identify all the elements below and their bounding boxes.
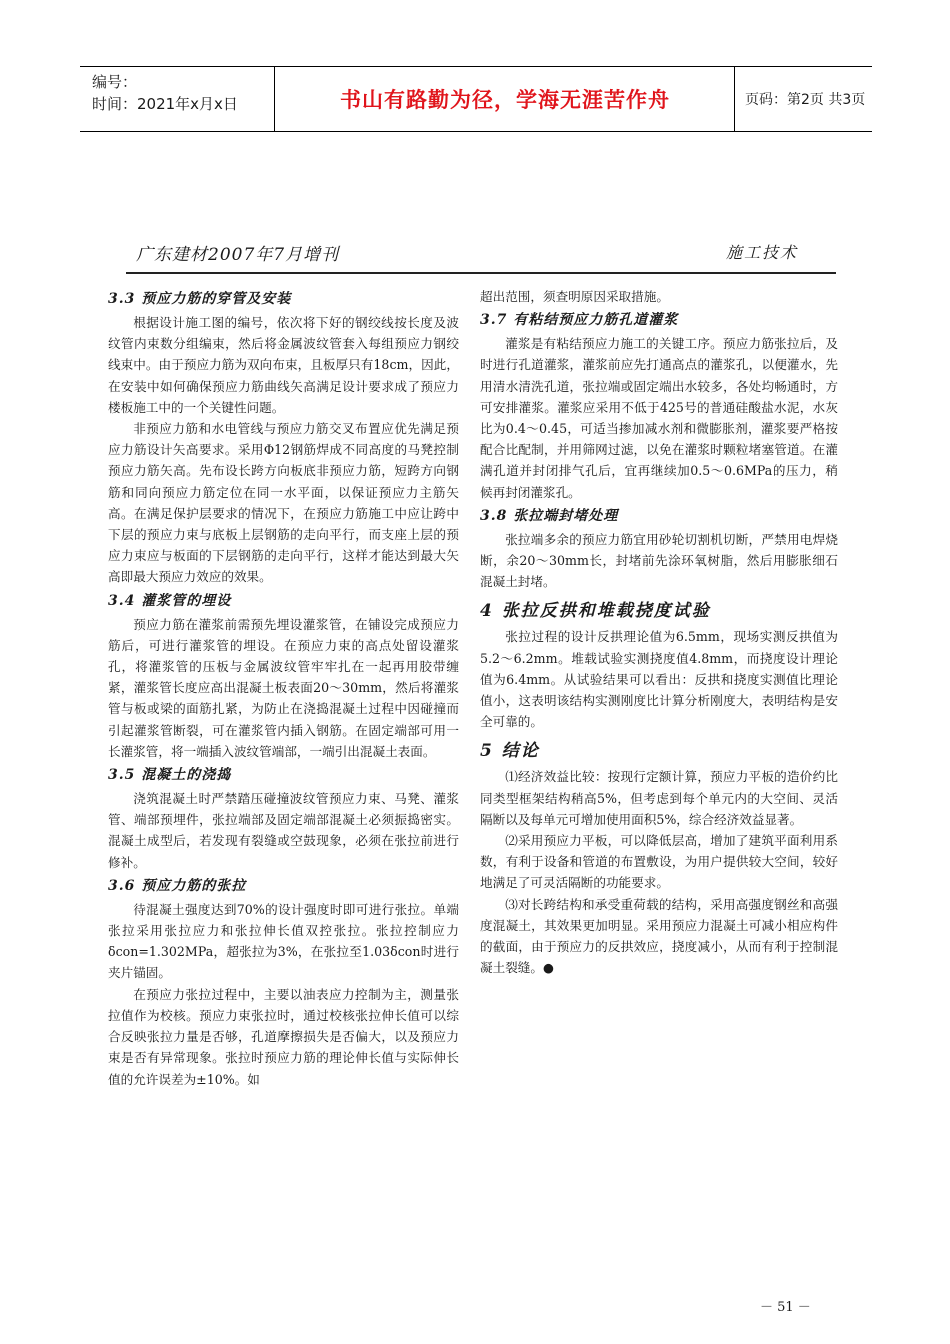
- section-title: 3.4 灌浆管的埋设: [108, 592, 232, 609]
- section-title: 3.5 混凝土的浇捣: [108, 767, 232, 784]
- paragraph: ⑴经济效益比较：按现行定额计算，预应力平板的造价约比同类型框架结构稍高5%，但考虑到每个单元内的大空间、灵活隔断以及每单元可增加使用面积5%，综合经济效益显著。: [480, 769, 838, 827]
- paragraph: 灌浆是有粘结预应力施工的关键工序。预应力筋张拉后，及时进行孔道灌浆，灌浆前应先打通高点的灌浆孔，以便灌水，先用清水清洗孔道，张拉端或固定端出水较多，各处均畅通时，方可安排灌浆。灌浆应采用不低于425号的普通硅酸盐水泥，水灰比为0.4～0.45，可适当掺加减水剂和微膨胀剂，灌浆要严格按配合比配制，并用筛网过滤，以免在灌浆时颗粒堵塞管道。在灌满孔道并封闭排气孔后，宜再继续加0.5～0.6MPa的压力，稍候再封闭灌浆孔。: [480, 336, 838, 500]
- header-page-info: 页码：第2页 共3页: [745, 92, 866, 108]
- paragraph: 预应力筋在灌浆前需预先埋设灌浆管，在铺设完成预应力筋后，可进行灌浆管的埋设。在预应力束的高点处留设灌浆孔，将灌浆管的压板与金属波纹管牢牢扎在一起再用胶带缠紧，灌浆管长度应高出混凝土板表面20～30mm，然后将灌浆管与板或梁的面筋扎紧，为防止在浇捣混凝土过程中因碰撞而引起灌浆管断裂，可在灌浆管内插入钢筋。在固定端部可用一长灌浆管，将一端插入波纹管端部，一端引出混凝土表面。: [108, 616, 459, 759]
- section-title: 4 张拉反拱和堆载挠度试验: [480, 601, 711, 622]
- paragraph: 根据设计施工图的编号，依次将下好的钢绞线按长度及波纹管内束数分组编束，然后将金属波纹管套入每组预应力钢绞线束中。由于预应力筋为双向布束，且板厚只有18cm，因此，在安装中如何确保预应力筋曲线矢高满足设计要求成了预应力楼板施工中的一个关键性问题。: [108, 315, 459, 415]
- header-meta: [80, 67, 275, 131]
- paragraph: 张拉过程的设计反拱理论值为6.5mm，现场实测反拱值为5.2～6.2mm。堆载试验实测挠度值4.8mm，而挠度设计理论值为6.4mm。从试验结果可以看出：反拱和挠度实测值比理论值小，这表明该结构实测刚度比计算分析刚度大，表明结构是安全可靠的。: [480, 629, 838, 730]
- section-title: 3.3 预应力筋的穿管及安装: [108, 291, 292, 307]
- document-time-label: 时间：2021年x月x日: [92, 95, 238, 113]
- paragraph: 非预应力筋和水电管线与预应力筋交叉布置应优先满足预应力筋设计矢高要求。采用Φ12钢筋焊成不同高度的马凳控制预应力筋矢高。先布设长跨方向板底非预应力筋，短跨方向钢筋和同向预应力筋定位在同一水平面，以保证预应力主筋矢高。在满足保护层要求的情况下，在预应力筋施工中应让跨中下层的预应力束与底板上层钢筋的走向平行，而支座上层的预应力束应与板面的下层钢筋的走向平行，这样才能达到最大矢高即最大预应力效应的效果。: [108, 421, 459, 585]
- document-header: [80, 66, 872, 132]
- paragraph: ⑵采用预应力平板，可以降低层高，增加了建筑平面利用系数，有利于设备和管道的布置敷设，为用户提供较大空间，较好地满足了可灵活隔断的功能要求。: [480, 833, 838, 891]
- section-title: 3.8 张拉端封堵处理: [480, 507, 619, 524]
- journal-column: 施工技术: [725, 243, 798, 262]
- paragraph: 张拉端多余的预应力筋宜用砂轮切割机切断，严禁用电焊烧断，余20～30mm长，封堵前先涂环氧树脂，然后用膨胀细石混凝土封堵。: [480, 531, 838, 590]
- paragraph: 待混凝土强度达到70%的设计强度时即可进行张拉。单端张拉采用张拉应力和张拉伸长值双控张拉。张拉控制应力 δcon=1.302MPa，超张拉为3%，在张拉至1.03δcon时进行夹片锚固。: [108, 901, 459, 981]
- paragraph-continuation: 超出范围，须查明原因采取措施。: [480, 289, 669, 304]
- paragraph: ⑶对长跨结构和承受重荷载的结构，采用高强度钢丝和高强度混凝土，其效果更加明显。采用预应力混凝土可减小相应构件的截面，由于预应力的反拱效应，挠度减小，从而有利于控制混凝土裂缝。●: [480, 896, 838, 976]
- section-title: 5 结论: [480, 741, 540, 762]
- paragraph: 在预应力张拉过程中，主要以油表应力控制为主，测量张拉值作为校核。预应力束张拉时，通过校核张拉伸长值可以综合反映张拉力量是否够，孔道摩擦损失是否偏大，以及预应力束是否有异常现象。张拉时预应力筋的理论伸长值与实际伸长值的允许误差为±10%。如: [108, 986, 459, 1087]
- right-column: [480, 286, 838, 978]
- section-title: 3.6 预应力筋的张拉: [108, 877, 247, 894]
- header-motto: 书山有路勤为径，学海无涯苦作舟: [340, 88, 670, 112]
- section-title: 3.7 有粘结预应力筋孔道灌浆: [480, 312, 679, 329]
- page-number: － 51 －: [760, 1300, 811, 1315]
- journal-name: 广东建材2007年7月增刊: [136, 245, 340, 265]
- left-column: [108, 286, 459, 1090]
- header-motto-cell: [276, 67, 735, 131]
- document-number-label: 编号：: [92, 73, 138, 91]
- header-rule: [126, 272, 836, 274]
- paragraph: 浇筑混凝土时严禁踏压碰撞波纹管预应力束、马凳、灌浆管、端部预埋件，张拉端部及固定端部混凝土必须振捣密实。混凝土成型后，若发现有裂缝或空鼓现象，必须在张拉前进行修补。: [108, 791, 459, 870]
